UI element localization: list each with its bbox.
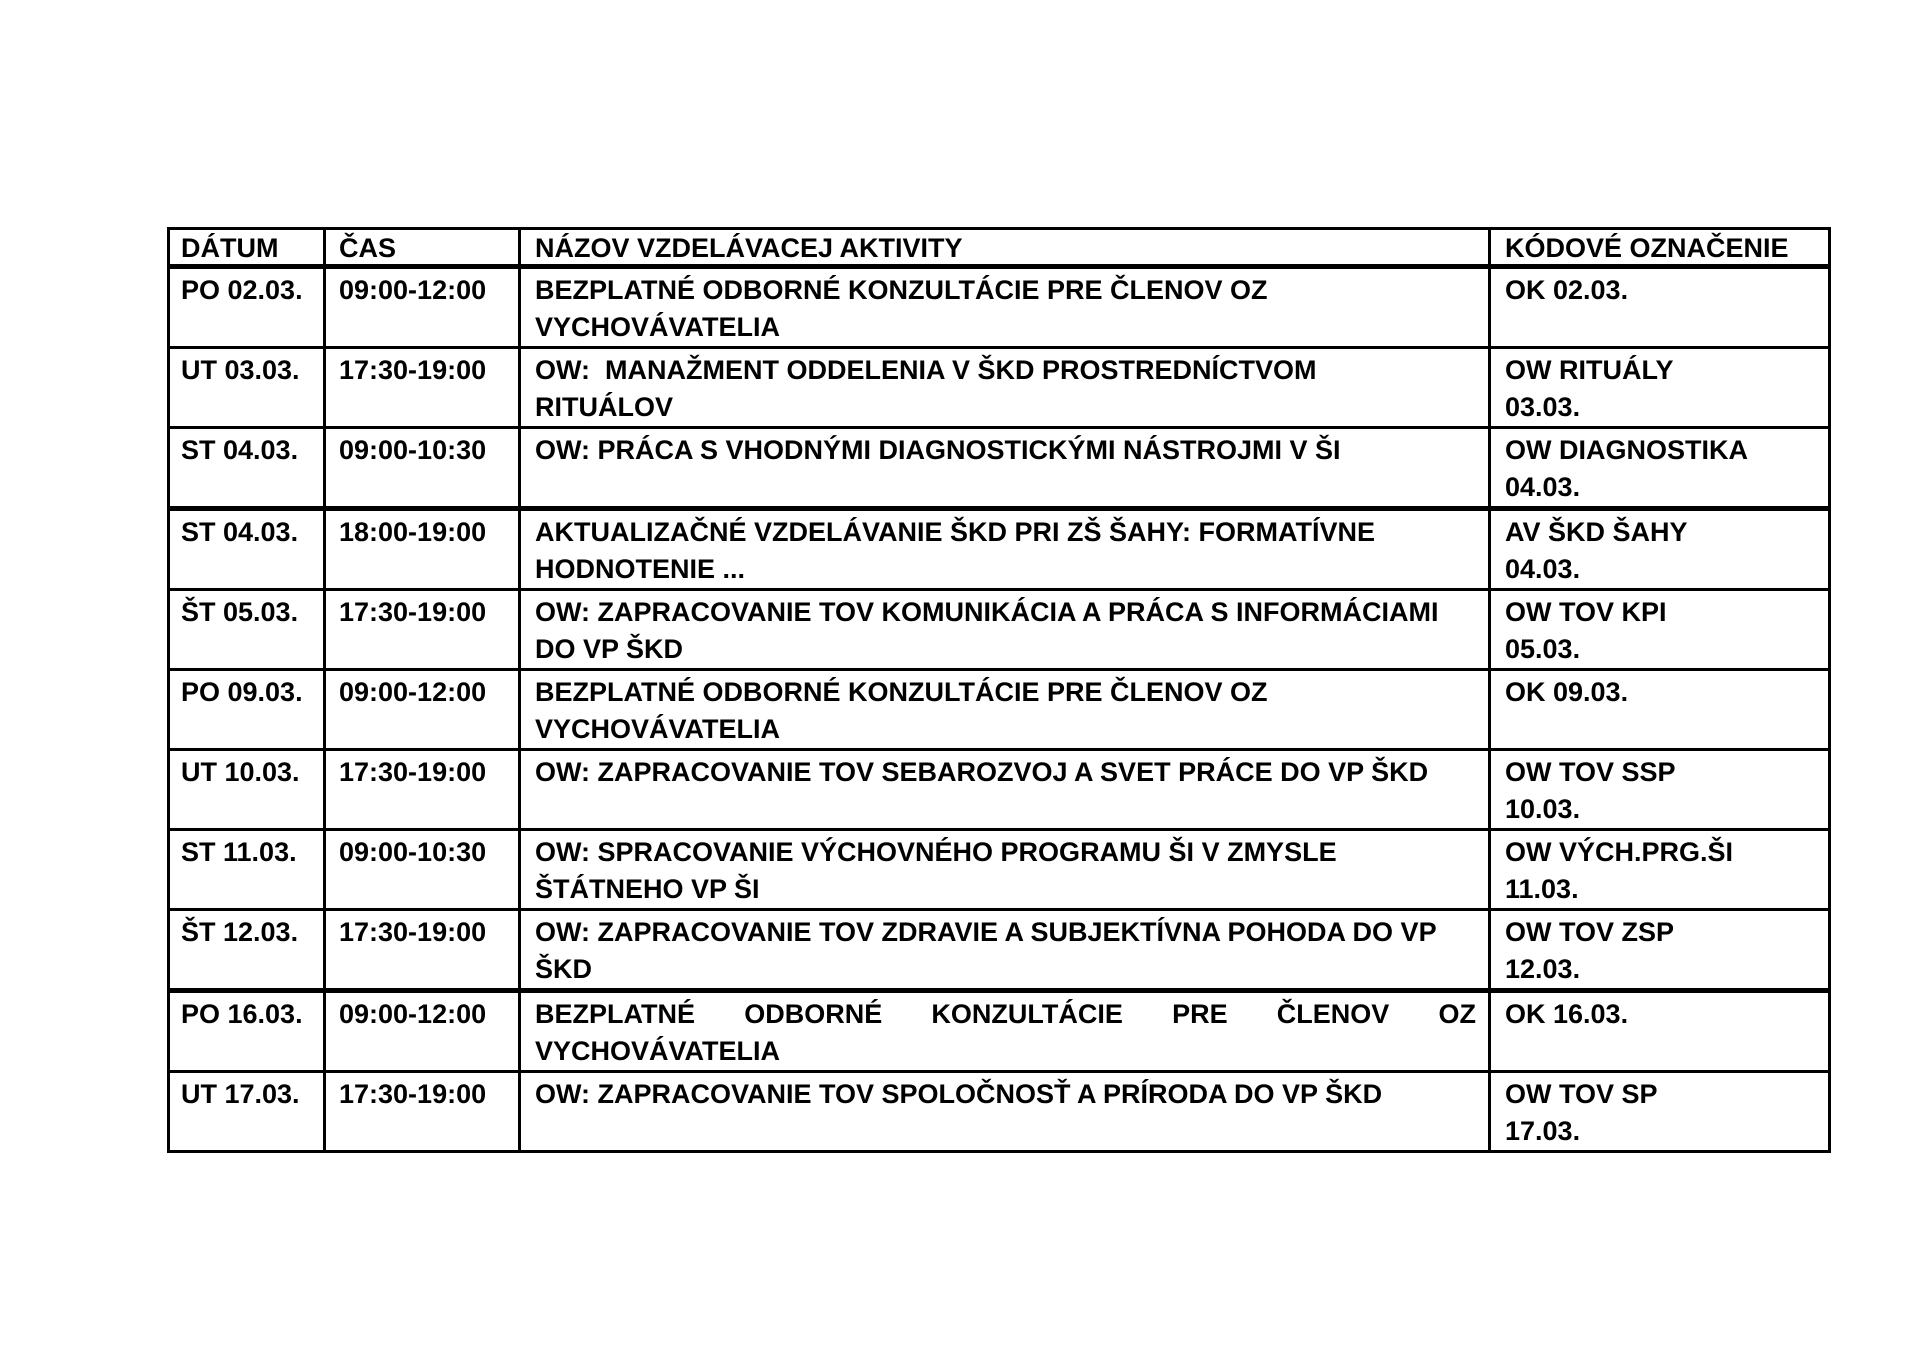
kod-line-1: OW TOV SSP — [1505, 757, 1676, 787]
cell-kod — [1490, 750, 1830, 830]
cell-cas: 17:30-19:00 — [325, 348, 520, 428]
kod-line-2: 12.03. — [1505, 954, 1581, 984]
kod-line-1: OW VÝCH.PRG.ŠI — [1505, 837, 1734, 867]
kod-line-2: 17.03. — [1505, 1116, 1581, 1146]
table-row — [169, 428, 1830, 509]
cell-kod — [1490, 509, 1830, 590]
kod-line-2: 04.03. — [1505, 472, 1581, 502]
cell-kod — [1490, 991, 1830, 1072]
nazov-line-1: OW: MANAŽMENT ODDELENIA V ŠKD PROSTREDNÍCTVOM — [535, 355, 1317, 385]
table-row — [169, 670, 1830, 750]
table-row — [169, 509, 1830, 590]
cell-datum: UT 03.03. — [169, 348, 325, 428]
cell-datum: UT 10.03. — [169, 750, 325, 830]
table-row — [169, 1072, 1830, 1152]
kod-line-2 — [1505, 309, 1828, 346]
cell-kod — [1490, 267, 1830, 348]
cell-kod — [1490, 830, 1830, 910]
kod-line-1: AV ŠKD ŠAHY — [1505, 517, 1688, 547]
kod-line-2: 11.03. — [1505, 874, 1579, 904]
kod-line-1: OW DIAGNOSTIKA — [1505, 435, 1748, 465]
cell-datum: UT 17.03. — [169, 1072, 325, 1152]
nazov-line-2: VYCHOVÁVATELIA — [535, 714, 781, 744]
cell-kod — [1490, 428, 1830, 509]
cell-cas: 09:00-10:30 — [325, 428, 520, 509]
nazov-line-1: OW: SPRACOVANIE VÝCHOVNÉHO PROGRAMU ŠI V ZMYSLE — [535, 837, 1337, 867]
table-row — [169, 991, 1830, 1072]
table-row — [169, 590, 1830, 670]
cell-datum: PO 02.03. — [169, 267, 325, 348]
cell-nazov — [520, 590, 1490, 670]
cell-cas: 17:30-19:00 — [325, 1072, 520, 1152]
cell-datum: PO 09.03. — [169, 670, 325, 750]
kod-line-2: 04.03. — [1505, 554, 1581, 584]
cell-nazov — [520, 910, 1490, 991]
cell-cas: 17:30-19:00 — [325, 750, 520, 830]
cell-kod — [1490, 590, 1830, 670]
kod-line-1: OK 09.03. — [1505, 677, 1629, 707]
column-header-nazov: NÁZOV VZDELÁVACEJ AKTIVITY — [520, 229, 1490, 267]
schedule-table — [167, 227, 1831, 1153]
nazov-line-2: ŠTÁTNEHO VP ŠI — [535, 874, 760, 904]
nazov-line-2: DO VP ŠKD — [535, 634, 684, 664]
nazov-line-2 — [535, 1113, 1476, 1150]
nazov-line-2: VYCHOVÁVATELIA — [535, 312, 781, 342]
nazov-line-1: OW: ZAPRACOVANIE TOV KOMUNIKÁCIA A PRÁCA S INFORMÁCIAMI — [535, 597, 1439, 627]
cell-nazov — [520, 670, 1490, 750]
cell-nazov — [520, 830, 1490, 910]
table-row — [169, 830, 1830, 910]
kod-line-1: OW RITUÁLY — [1505, 355, 1674, 385]
cell-nazov — [520, 348, 1490, 428]
cell-cas: 09:00-12:00 — [325, 267, 520, 348]
kod-line-1: OW TOV KPI — [1505, 597, 1667, 627]
cell-cas: 17:30-19:00 — [325, 910, 520, 991]
cell-nazov — [520, 428, 1490, 509]
cell-nazov — [520, 750, 1490, 830]
cell-nazov — [520, 991, 1490, 1072]
nazov-line-1: BEZPLATNÉ ODBORNÉ KONZULTÁCIE PRE ČLENOV OZ — [535, 275, 1268, 305]
nazov-line-2 — [535, 791, 1476, 828]
kod-line-1: OW TOV SP — [1505, 1079, 1658, 1109]
nazov-line-2: RITUÁLOV — [535, 392, 673, 422]
cell-cas: 17:30-19:00 — [325, 590, 520, 670]
cell-kod — [1490, 910, 1830, 991]
cell-datum: ST 04.03. — [169, 428, 325, 509]
kod-line-2: 03.03. — [1505, 392, 1581, 422]
cell-cas: 18:00-19:00 — [325, 509, 520, 590]
cell-cas: 09:00-12:00 — [325, 670, 520, 750]
nazov-line-1: AKTUALIZAČNÉ VZDELÁVANIE ŠKD PRI ZŠ ŠAHY: FORMATÍVNE — [535, 517, 1376, 547]
cell-kod — [1490, 670, 1830, 750]
table-header-row — [169, 229, 1830, 267]
nazov-line-2 — [535, 469, 1476, 506]
nazov-line-1: OW: ZAPRACOVANIE TOV SPOLOČNOSŤ A PRÍRODA DO VP ŠKD — [535, 1079, 1383, 1109]
cell-datum: ST 04.03. — [169, 509, 325, 590]
table-row — [169, 348, 1830, 428]
table-row — [169, 267, 1830, 348]
nazov-line-2: ŠKD — [535, 954, 593, 984]
cell-nazov — [520, 509, 1490, 590]
kod-line-2: 05.03. — [1505, 634, 1581, 664]
column-header-kod: KÓDOVÉ OZNAČENIE — [1490, 229, 1830, 267]
cell-datum: ŠT 12.03. — [169, 910, 325, 991]
cell-kod — [1490, 348, 1830, 428]
cell-nazov — [520, 1072, 1490, 1152]
kod-line-1: OK 02.03. — [1505, 275, 1629, 305]
kod-line-2 — [1505, 711, 1828, 748]
nazov-line-2: HODNOTENIE ... — [535, 554, 746, 584]
nazov-line-2: VYCHOVÁVATELIA — [535, 1036, 781, 1066]
cell-kod — [1490, 1072, 1830, 1152]
cell-nazov — [520, 267, 1490, 348]
table-row — [169, 750, 1830, 830]
cell-cas: 09:00-12:00 — [325, 991, 520, 1072]
column-header-datum: DÁTUM — [169, 229, 325, 267]
kod-line-2 — [1505, 1033, 1828, 1070]
nazov-line-1: BEZPLATNÉ ODBORNÉ KONZULTÁCIE PRE ČLENOV OZ — [535, 677, 1268, 707]
nazov-line-1: OW: ZAPRACOVANIE TOV ZDRAVIE A SUBJEKTÍVNA POHODA DO VP — [535, 917, 1437, 947]
cell-datum: ST 11.03. — [169, 830, 325, 910]
kod-line-1: OK 16.03. — [1505, 999, 1629, 1029]
nazov-line-1: BEZPLATNÉ ODBORNÉ KONZULTÁCIE PRE ČLENOV OZ — [535, 999, 1476, 1029]
kod-line-2: 10.03. — [1505, 794, 1581, 824]
nazov-line-1: OW: PRÁCA S VHODNÝMI DIAGNOSTICKÝMI NÁSTROJMI V ŠI — [535, 435, 1341, 465]
cell-datum: ŠT 05.03. — [169, 590, 325, 670]
cell-cas: 09:00-10:30 — [325, 830, 520, 910]
kod-line-1: OW TOV ZSP — [1505, 917, 1675, 947]
cell-datum: PO 16.03. — [169, 991, 325, 1072]
table-row — [169, 910, 1830, 991]
nazov-line-1: OW: ZAPRACOVANIE TOV SEBAROZVOJ A SVET PRÁCE DO VP ŠKD — [535, 757, 1429, 787]
column-header-cas: ČAS — [325, 229, 520, 267]
